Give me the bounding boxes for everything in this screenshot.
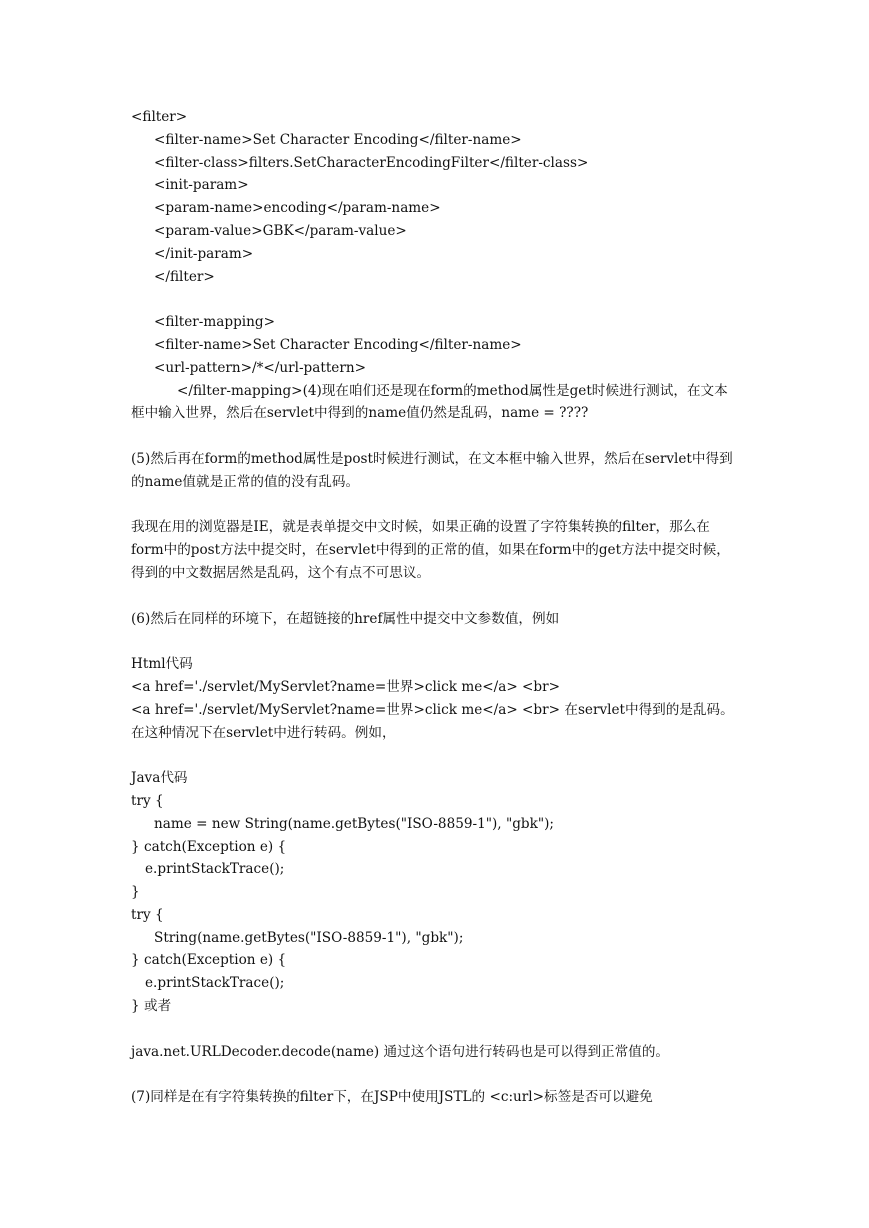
code-line: try { <box>131 906 164 923</box>
xml-line: <url-pattern>/*</url-pattern> <box>154 359 366 376</box>
xml-line: </init-param> <box>154 245 254 262</box>
paragraph-ie-note: 我现在用的浏览器是IE，就是表单提交中文时候，如果正确的设置了字符集转换的filter，那么在form中的post方法中提交时，在servlet中得到的正常的值，如果在form中的get方法中提交时候，得到的中文数据居然是乱码，这个有点不可思议。 <box>131 519 730 581</box>
blank-line <box>131 425 741 448</box>
filter-mapping-block <box>131 311 741 425</box>
xml-line: <filter-name>Set Character Encoding</filter-name> <box>154 336 522 353</box>
code-line: } catch(Exception e) { <box>131 952 287 969</box>
code-line: name = new String(name.getBytes("ISO-8859-1"), "gbk"); <box>154 815 554 832</box>
paragraph-step-7: (7)同样是在有字符集转换的filter下，在JSP中使用JSTL的 <c:url>标签是否可以避免 <box>131 1089 653 1106</box>
java-code-block <box>131 767 741 1018</box>
document-page <box>131 106 741 1109</box>
xml-line: <param-name>encoding</param-name> <box>154 200 441 217</box>
code-line-with-note: <a href='./servlet/MyServlet?name=世界>click me</a> <br> 在servlet中得到的是乱码。在这种情况下在servlet中进行转码。例如， <box>131 701 734 741</box>
blank-line <box>131 1063 741 1086</box>
blank-line <box>131 630 741 653</box>
blank-line <box>131 585 741 608</box>
code-line: } <box>131 884 140 901</box>
code-label: Java代码 <box>131 770 188 787</box>
code-line: } 或者 <box>131 998 172 1015</box>
blank-line <box>131 744 741 767</box>
paragraph-urldecoder: java.net.URLDecoder.decode(name) 通过这个语句进行转码也是可以得到正常值的。 <box>131 1043 670 1060</box>
xml-line: <filter-class>filters.SetCharacterEncodingFilter</filter-class> <box>154 154 589 171</box>
xml-line: <init-param> <box>154 177 249 194</box>
xml-line: <filter-name>Set Character Encoding</filter-name> <box>154 131 522 148</box>
code-line: } catch(Exception e) { <box>131 838 287 855</box>
code-line: try { <box>131 792 164 809</box>
blank-line <box>131 288 741 311</box>
code-label: Html代码 <box>131 656 193 673</box>
code-line: e.printStackTrace(); <box>145 861 285 878</box>
xml-line: <param-value>GBK</param-value> <box>154 222 407 239</box>
code-line: String(name.getBytes("ISO-8859-1"), "gbk"); <box>154 929 464 946</box>
blank-line <box>131 494 741 517</box>
blank-line <box>131 1018 741 1041</box>
xml-line: <filter-mapping> <box>154 314 275 331</box>
filter-config-block <box>131 106 741 288</box>
html-code-block <box>131 653 741 744</box>
paragraph-step-6: (6)然后在同样的环境下，在超链接的href属性中提交中文参数值，例如 <box>131 610 560 627</box>
code-line: <a href='./servlet/MyServlet?name=世界>click me</a> <br> <box>131 678 561 695</box>
mapping-end-paragraph: </filter-mapping>(4)现在咱们还是现在form的method属性是get时候进行测试，在文本框中输入世界，然后在servlet中得到的name值仍然是乱码，name = ???? <box>131 382 728 422</box>
xml-line: <filter> <box>131 109 188 125</box>
paragraph-step-5: (5)然后再在form的method属性是post时候进行测试，在文本框中输入世界，然后在servlet中得到的name值就是正常的值的没有乱码。 <box>131 450 733 490</box>
xml-line: </filter> <box>154 268 215 285</box>
code-line: e.printStackTrace(); <box>145 975 285 992</box>
